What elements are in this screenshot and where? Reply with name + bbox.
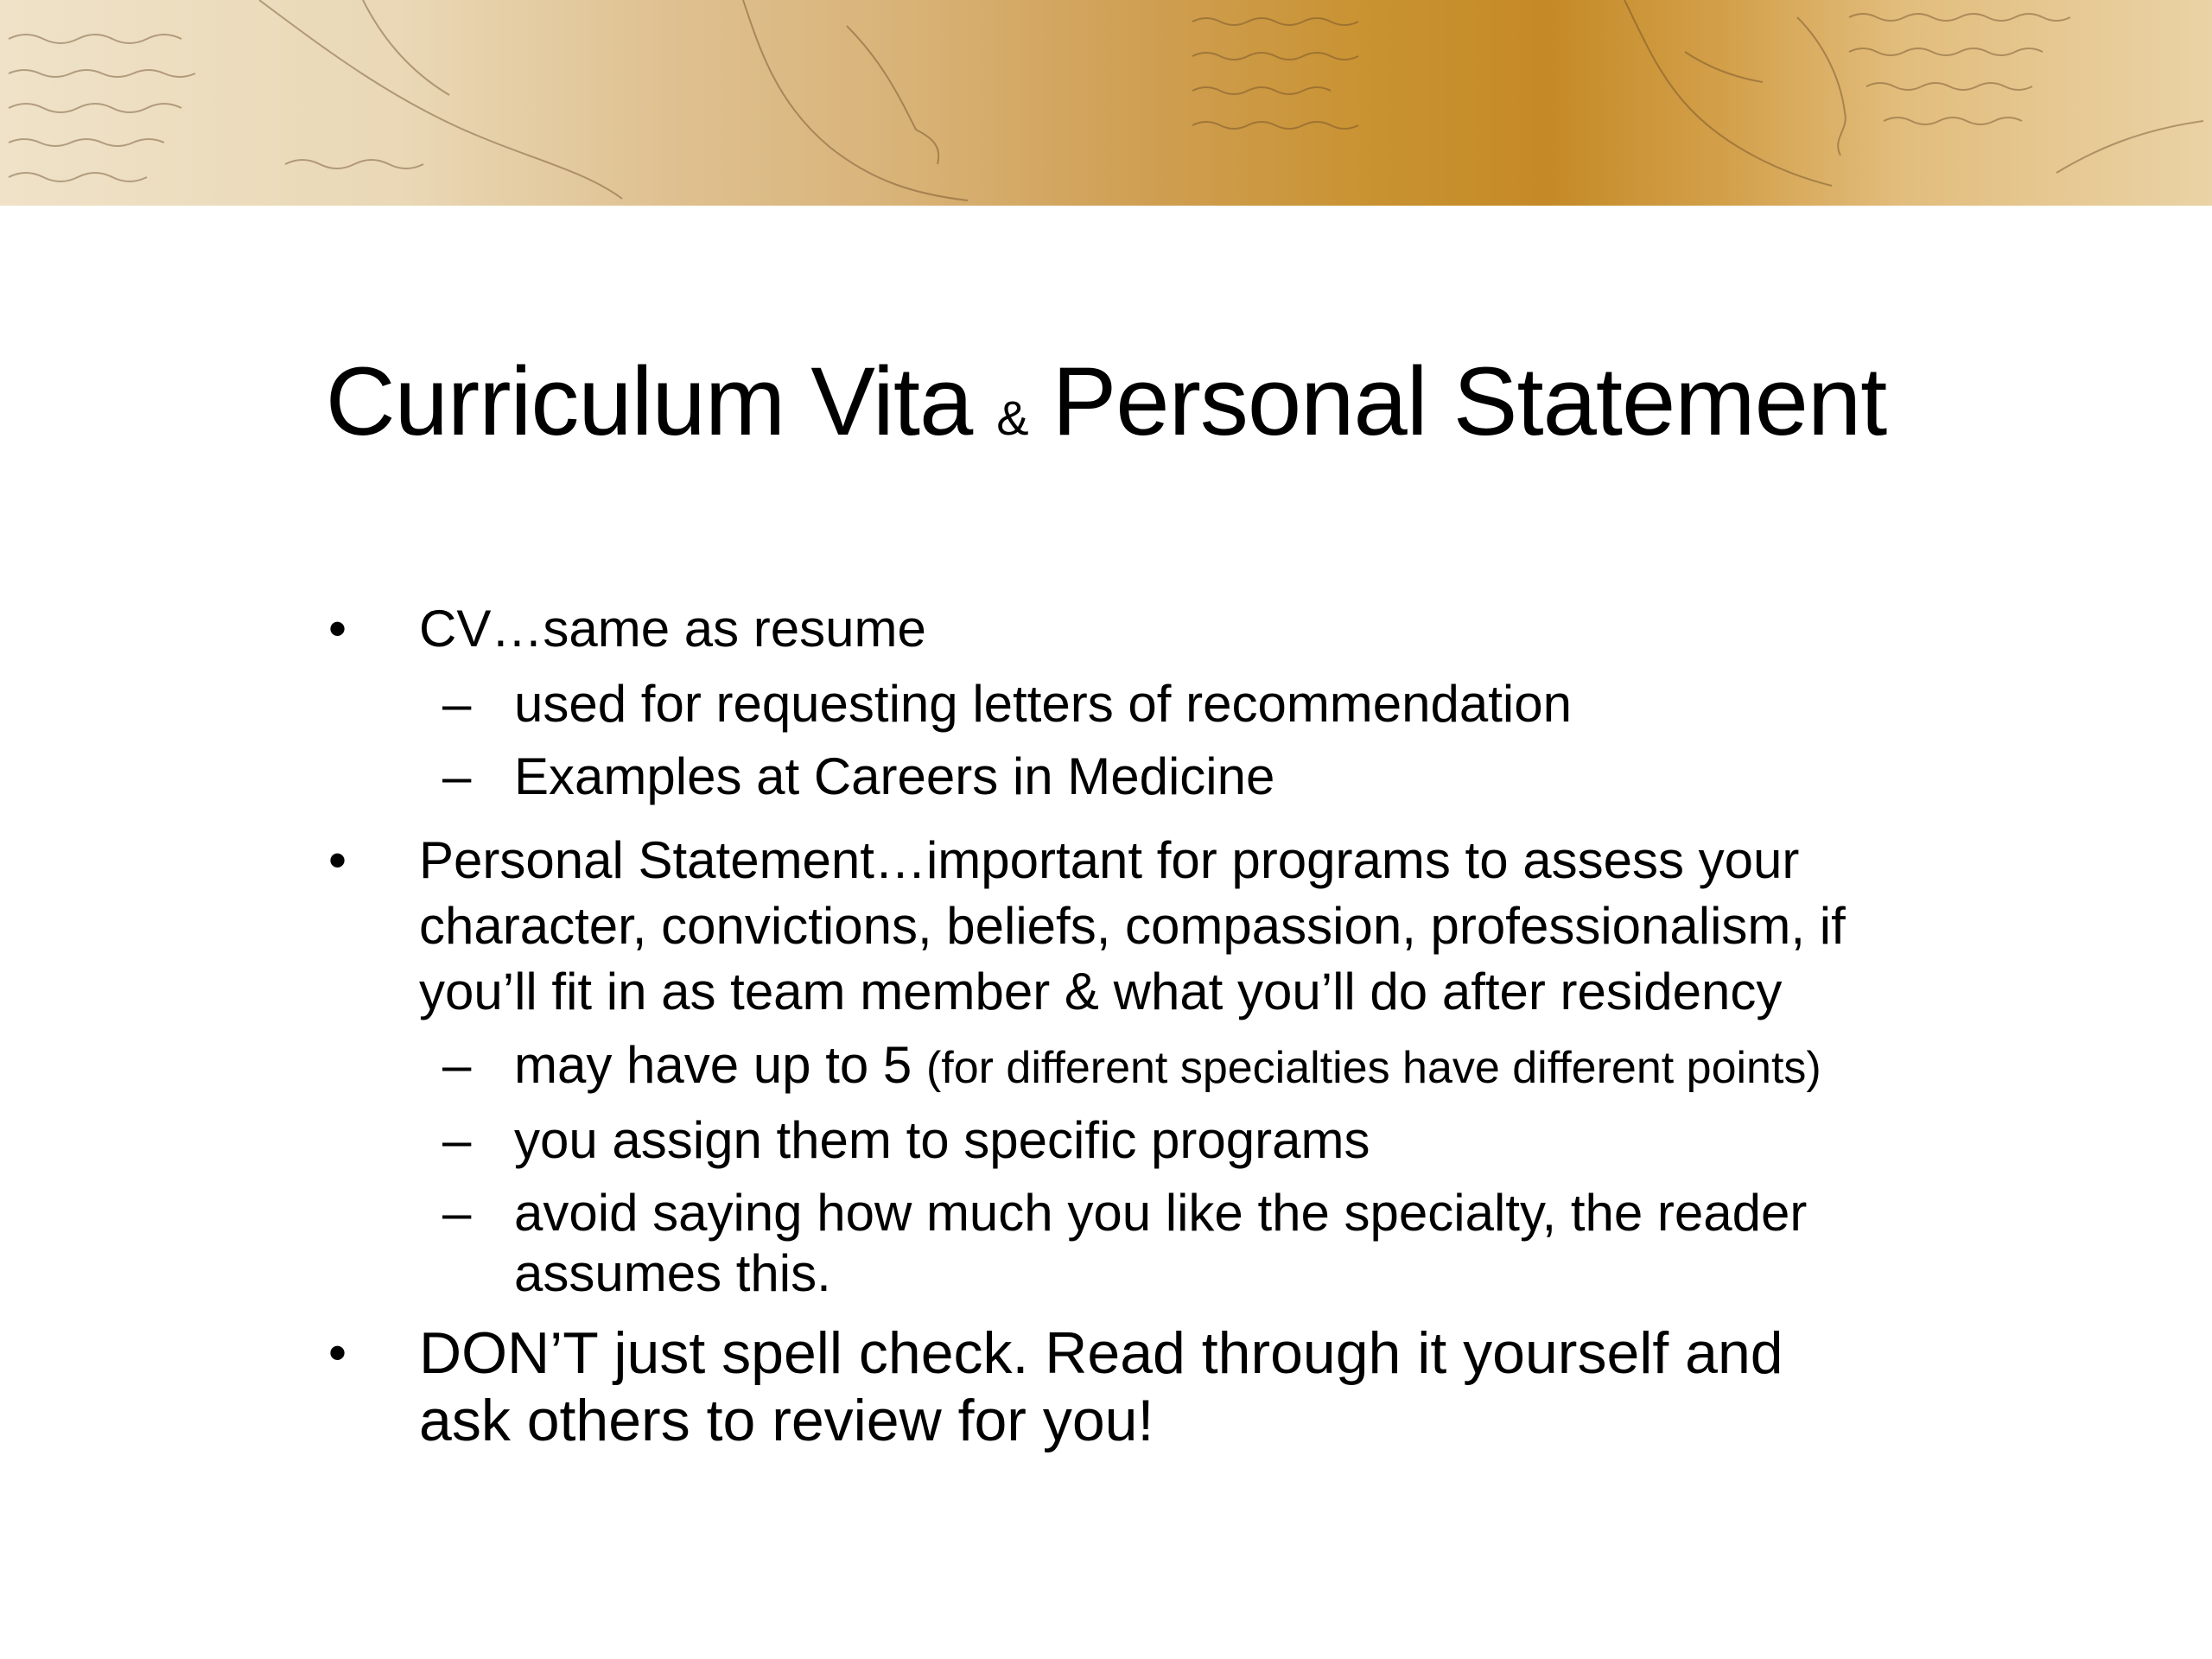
sub-bullet — [328, 1183, 1987, 1304]
sub-bullet — [328, 1110, 1987, 1171]
bullet-marker: • — [328, 600, 347, 658]
dash-marker: – — [442, 1111, 472, 1169]
bullet-marker: • — [328, 1324, 347, 1382]
sub-bullet-text-line: assumes this. — [514, 1244, 831, 1302]
bullet-list — [328, 596, 1987, 1454]
sketch-artwork — [0, 0, 2212, 206]
bullet-text-line: you’ll fit in as team member & what you’ll do after residency — [419, 963, 1783, 1020]
sub-bullet-note: (for different specialties have different points) — [925, 1043, 1821, 1093]
sub-bullet-text: may have up to 5 — [514, 1036, 912, 1094]
sub-bullet-text-line: avoid saying how much you like the specialty, the reader — [514, 1184, 1808, 1242]
sub-bullet — [328, 1035, 1987, 1098]
bullet-text-line: character, convictions, beliefs, compassion, professionalism, if — [419, 897, 1846, 955]
bullet-cv — [328, 596, 1987, 662]
sub-bullet-text: Examples at Careers in Medicine — [514, 747, 1275, 805]
bullet-text: CV…same as resume — [419, 600, 926, 658]
sub-bullet-text: you assign them to specific programs — [514, 1111, 1370, 1169]
dash-marker: – — [442, 1184, 472, 1242]
bullet-text-line: Personal Statement…important for programs to assess your — [419, 831, 1800, 889]
header-banner-image — [0, 0, 2212, 206]
bullet-text-line: DON’T just spell check. Read through it yourself and — [419, 1320, 1783, 1386]
dash-marker: – — [442, 747, 472, 805]
title-part1: Curriculum Vita — [325, 347, 973, 455]
bullet-marker: • — [328, 831, 347, 889]
dash-marker: – — [442, 675, 472, 733]
sub-bullet-text: used for requesting letters of recommendation — [514, 675, 1572, 733]
title-ampersand: & — [996, 391, 1028, 445]
bullet-dont-spell-check — [328, 1319, 1987, 1454]
sub-bullet — [328, 747, 1987, 807]
bullet-personal-statement — [328, 828, 1987, 1025]
dash-marker: – — [442, 1036, 472, 1094]
bullet-text-line: ask others to review for you! — [419, 1388, 1154, 1453]
sub-bullet — [328, 674, 1987, 734]
slide-title — [0, 341, 2212, 479]
title-part2: Personal Statement — [1052, 347, 1887, 455]
